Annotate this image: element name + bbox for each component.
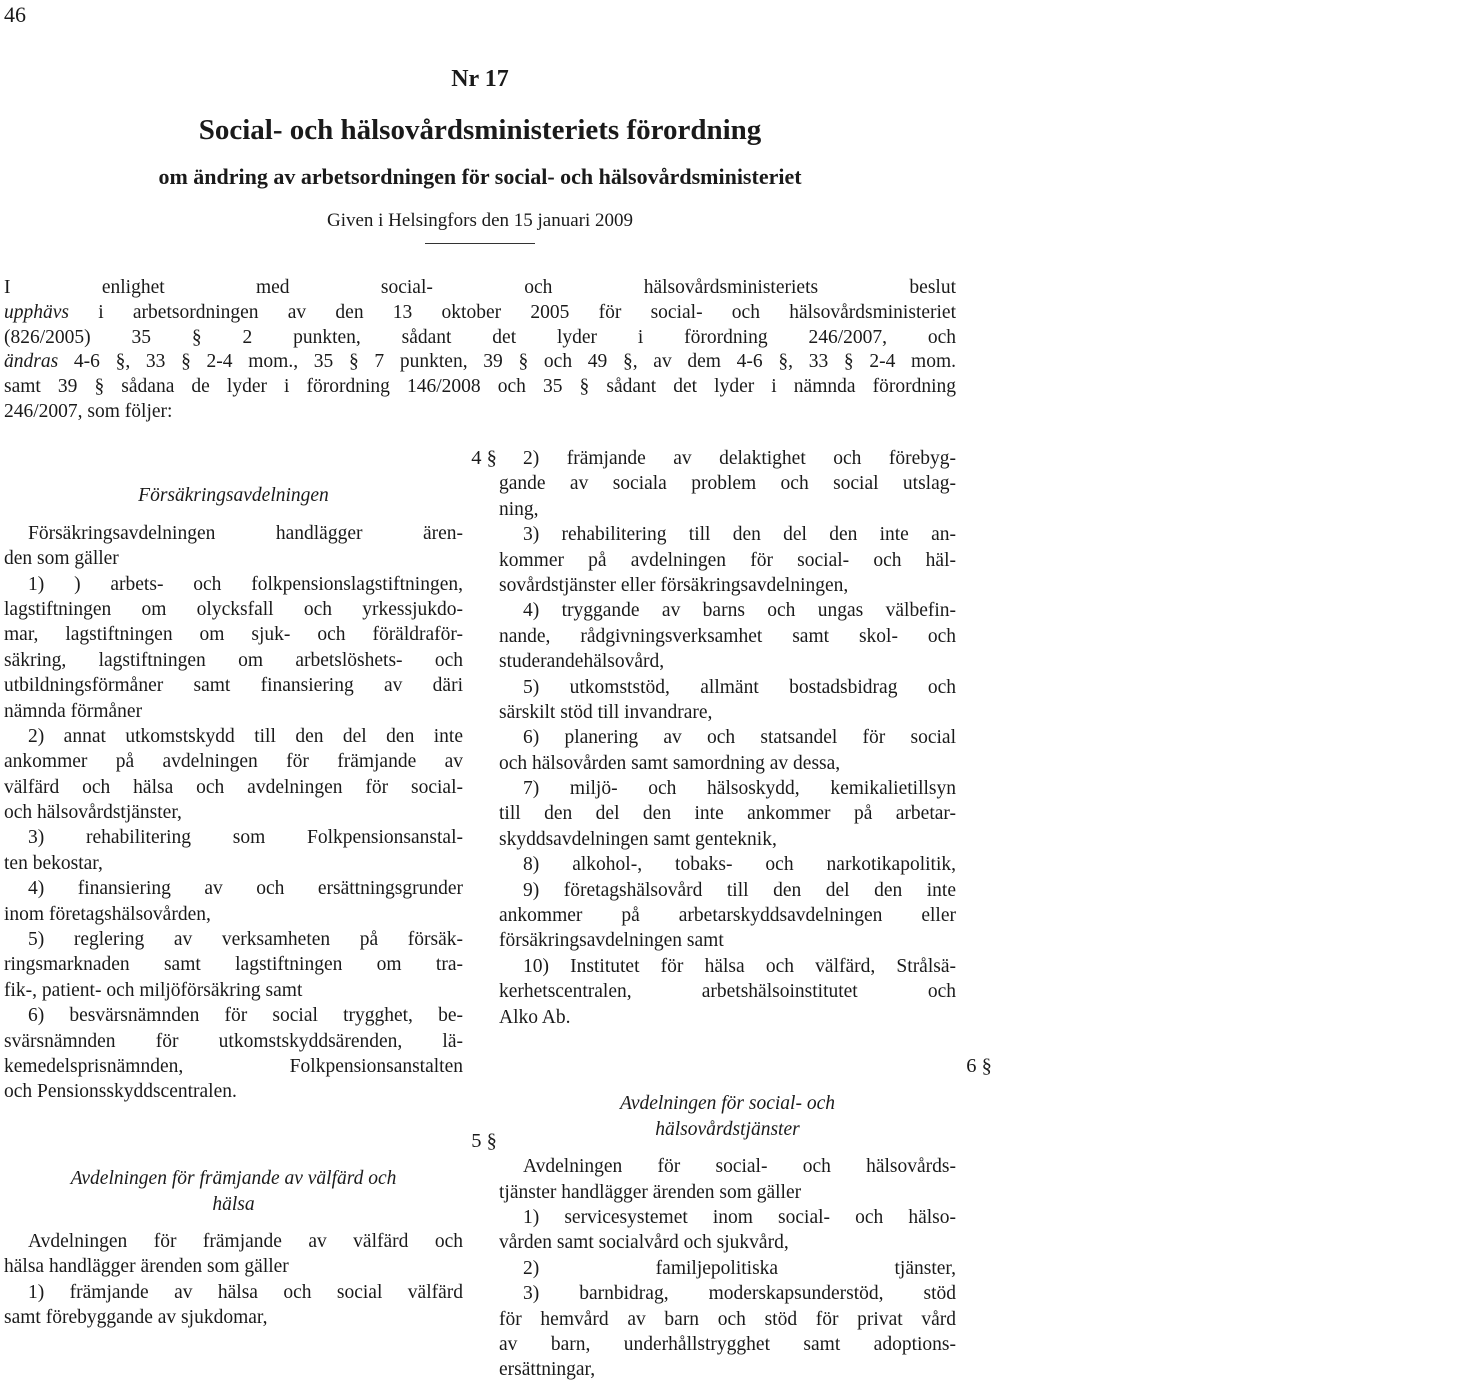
section-number: 5 § [471, 1129, 497, 1152]
section-number: 6 § [966, 1054, 992, 1077]
section-heading: Avdelningen för främjande av välfärd och [70, 1168, 397, 1190]
paragraph-start: 8) alkohol-, tobaks- och narkotikapolitik, [523, 854, 956, 876]
spacer [4, 1105, 463, 1129]
paragraph-start: 1) ) arbets- och folkpensionslagstiftningen, [28, 573, 463, 595]
paragraph-start: Försäkringsavdelningen handlägger ären- [28, 522, 463, 544]
spacer [4, 509, 463, 521]
paragraph-start: 6) besvärsnämnden för social trygghet, be- [28, 1005, 463, 1027]
paragraph-start: 5) reglering av verksamheten på försäk- [28, 929, 463, 951]
text-line: kemedelsprisnämnden, Folkpensionsanstalten [4, 1055, 463, 1077]
spacer [499, 1142, 956, 1154]
text-line: för hemvård av barn och stöd för privat vård [499, 1308, 956, 1330]
preamble-text: 246/2007, som följer: [4, 400, 173, 422]
preamble-text: (826/2005) 35 § 2 punkten, sådant det lyder i förordning 246/2007, och [4, 326, 956, 348]
paragraph-end: ten bekostar, [4, 852, 103, 874]
text-line: ankommer på arbetarskyddsavdelningen eller [499, 905, 956, 927]
text-line: kommer på avdelningen för social- och häl- [499, 549, 956, 571]
paragraph-start: 10) Institutet för hälsa och välfärd, Strålsä- [523, 955, 956, 977]
text-line: utbildningsförmåner samt finansiering av däri [4, 675, 463, 697]
paragraph-end: fik-, patient- och miljöförsäkring samt [4, 979, 303, 1001]
paragraph-start: 2) främjande av delaktighet och förebyg- [523, 448, 956, 469]
preamble-line [4, 400, 956, 425]
paragraph-end: tjänster handlägger ärenden som gäller [499, 1181, 802, 1203]
spacer [4, 471, 463, 483]
section-heading: Försäkringsavdelningen [138, 485, 329, 507]
document-title: Social- och hälsovårdsministeriets förordning [198, 114, 762, 146]
preamble [4, 276, 956, 425]
preamble-line [4, 375, 956, 400]
paragraph-end: särskilt stöd till invandrare, [499, 701, 713, 723]
separator-rule [425, 243, 535, 244]
paragraph-start: 1) servicesystemet inom social- och hälso- [523, 1206, 956, 1228]
paragraph-start: 4) tryggande av barns och ungas välbefin- [523, 600, 956, 622]
preamble-text: 4-6 §, 33 § 2-4 mom., 35 § 7 punkten, 39 § och 49 §, av dem 4-6 §, 33 § 2-4 mom. [58, 351, 956, 373]
paragraph-end: hälsa handlägger ärenden som gäller [4, 1256, 289, 1278]
text-line: ankommer på avdelningen för främjande av [4, 751, 463, 773]
spacer [499, 1079, 956, 1091]
preamble-line [4, 276, 956, 301]
text-line: ringsmarknaden samt lagstiftningen om tra- [4, 954, 463, 976]
text-line: nande, rådgivningsverksamhet samt skol- och [499, 625, 956, 647]
paragraph-end: vården samt socialvård och sjukvård, [499, 1232, 789, 1254]
paragraph-start: 7) miljö- och hälsoskydd, kemikalietillsyn [523, 778, 956, 800]
spacer [4, 1154, 463, 1166]
section-heading: hälsa [212, 1193, 255, 1215]
left-column [4, 446, 497, 1331]
text-line: välfärd och hälsa och avdelningen för social- [4, 776, 463, 798]
paragraph-start: 9) företagshälsovård till den del den inte [523, 879, 956, 901]
text-line: säkring, lagstiftningen om arbetslöshets- och [4, 649, 463, 671]
paragraph-start: 6) planering av och statsandel för social [523, 727, 956, 749]
paragraph-end: samt förebyggande av sjukdomar, [4, 1307, 268, 1329]
paragraph-start: 2) familjepolitiska tjänster, [523, 1257, 956, 1279]
preamble-verb: upphävs [4, 301, 69, 323]
preamble-line [4, 326, 956, 351]
section-heading: Avdelningen för social- och [620, 1093, 835, 1115]
spacer [4, 1217, 463, 1229]
paragraph-end: den som gäller [4, 548, 119, 570]
section-heading: hälsovårdstjänster [655, 1118, 800, 1140]
text-line: lagstiftningen om olycksfall och yrkessjukdo- [4, 598, 463, 620]
paragraph-start: 1) främjande av hälsa och social välfärd [28, 1281, 463, 1303]
paragraph-start: 2) annat utkomstskydd till den del den inte [28, 725, 463, 747]
document-subtitle: om ändring av arbetsordningen för social- och hälsovårdsministeriet [158, 164, 802, 189]
paragraph-start: 4) finansiering av och ersättningsgrunder [28, 878, 463, 900]
paragraph-end: och Pensionsskyddscentralen. [4, 1081, 237, 1103]
page-number: 46 [4, 2, 26, 27]
paragraph-end: inom företagshälsovården, [4, 903, 211, 925]
text-line: av barn, underhållstrygghet samt adoptions- [499, 1333, 956, 1355]
text-line: mar, lagstiftningen om sjuk- och föräldraför- [4, 624, 463, 646]
preamble-text: i arbetsordningen av den 13 oktober 2005 för social- och hälsovårdsministeriet [69, 301, 956, 323]
paragraph-end: ersättningar, [499, 1359, 596, 1381]
section-number: 4 § [471, 447, 497, 469]
paragraph-end: nämnda förmåner [4, 700, 143, 722]
paragraph-end: försäkringsavdelningen samt [499, 930, 724, 952]
preamble-text: samt 39 § sådana de lyder i förordning 146/2008 och 35 § sådant det lyder i nämnda förordning [4, 376, 956, 398]
preamble-line [4, 350, 956, 375]
text-line: gande av sociala problem och social utslag- [499, 473, 956, 495]
preamble-text: I enlighet med social- och hälsovårdsministeriets beslut [4, 277, 956, 298]
paragraph-start: 5) utkomststöd, allmänt bostadsbidrag och [523, 676, 956, 698]
paragraph-end: sovårdstjänster eller försäkringsavdelningen, [499, 574, 849, 596]
paragraph-end: studerandehälsovård, [499, 651, 665, 673]
document-number: Nr 17 [451, 66, 509, 92]
preamble-verb: ändras [4, 351, 59, 373]
paragraph-start: Avdelningen för social- och hälsovårds- [523, 1156, 956, 1178]
paragraph-start: 3) barnbidrag, moderskapsunderstöd, stöd [523, 1283, 956, 1305]
paragraph-start: 3) rehabilitering till den del den inte an- [523, 524, 956, 546]
given-date: Given i Helsingfors den 15 januari 2009 [326, 210, 634, 231]
paragraph-end: och hälsovårdstjänster, [4, 802, 182, 824]
text-line: kerhetscentralen, arbetshälsoinstitutet och [499, 981, 956, 1003]
paragraph-end: skyddsavdelningen samt genteknik, [499, 828, 777, 850]
paragraph-start: 3) rehabilitering som Folkpensionsanstal- [28, 827, 463, 849]
text-line: svärsnämnden för utkomstskyddsärenden, lä- [4, 1030, 463, 1052]
spacer [499, 1030, 956, 1054]
preamble-line [4, 301, 956, 326]
paragraph-end: Alko Ab. [499, 1006, 571, 1028]
right-column [499, 446, 992, 1383]
paragraph-end: och hälsovården samt samordning av dessa, [499, 752, 841, 774]
paragraph-start: Avdelningen för främjande av välfärd och [28, 1230, 463, 1252]
text-line: till den del den inte ankommer på arbetar- [499, 803, 956, 825]
paragraph-end: ning, [499, 498, 539, 520]
